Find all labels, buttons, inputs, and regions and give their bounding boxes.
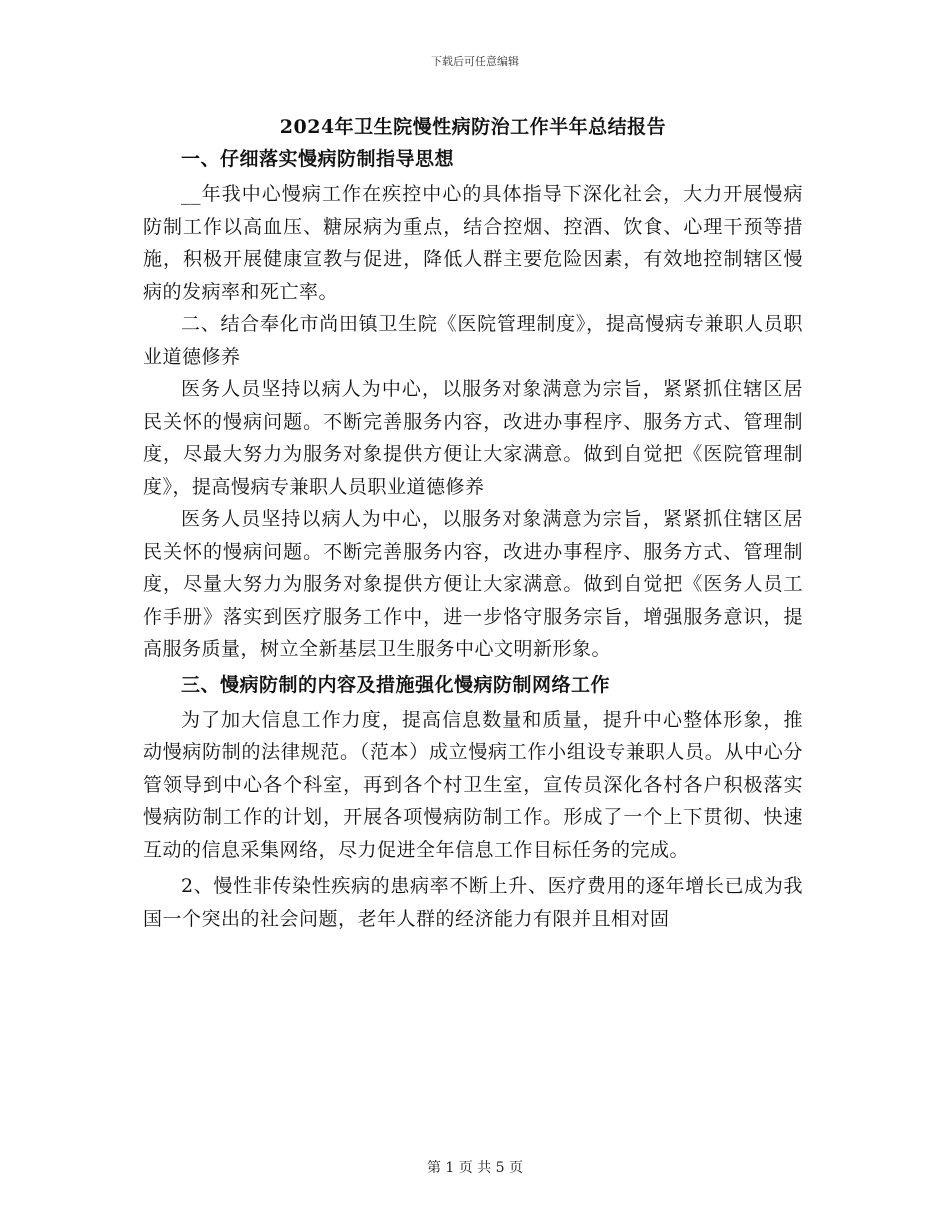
paragraph-2: 二、结合奉化市尚田镇卫生院《医院管理制度》，提高慢病专兼职人员职业道德修养 — [143, 313, 803, 368]
paragraph-5: 为了加大信息工作力度，提高信息数量和质量，提升中心整体形象，推动慢病防制的法律规范。（范本）成立慢病工作小组设专兼职人员。从中心分管领导到中心各个科室，再到各个村卫生室，宣传员深化各村各户积极落实慢病防制工作的计划，开展各项慢病防制工作。形成了一个上下贯彻、快速互动的信息采集网络，尽力促进全年信息工作目标任务的完成。 — [143, 708, 803, 861]
document-title: 2024年卫生院慢性病防治工作半年总结报告 — [279, 116, 667, 138]
paragraph-4: 医务人员坚持以病人为中心，以服务对象满意为宗旨，紧紧抓住辖区居民关怀的慢病问题。不断完善服务内容，改进办事程序、服务方式、管理制度，尽量大努力为服务对象提供方便让大家满意。做到自觉把《医务人员工作手册》落实到医疗服务工作中，进一步恪守服务宗旨，增强服务意识，提高服务质量，树立全新基层卫生服务中心文明新形象。 — [143, 508, 803, 660]
paragraph-6: 2、慢性非传染性疾病的患病率不断上升、医疗费用的逐年增长已成为我国一个突出的社会问题，老年人群的经济能力有限并且相对固 — [143, 875, 803, 930]
page-number: 第 1 页 共 5 页 — [426, 1160, 524, 1176]
paragraph-3: 医务人员坚持以病人为中心，以服务对象满意为宗旨，紧紧抓住辖区居民关怀的慢病问题。不断完善服务内容，改进办事程序、服务方式、管理制度，尽最大努力为服务对象提供方便让大家满意。做到自觉把《医院管理制度》，提高慢病专兼职人员职业道德修养 — [143, 378, 803, 498]
page-header-note: 下载后可任意编辑 — [431, 55, 519, 68]
section-heading-3: 三、慢病防制的内容及措施强化慢病防制网络工作 — [181, 673, 611, 696]
document-body — [143, 112, 803, 935]
paragraph-1: __年我中心慢病工作在疾控中心的具体指导下深化社会，大力开展慢病防制工作以高血压、糖尿病为重点，结合控烟、控酒、饮食、心理干预等措施，积极开展健康宣教与促进，降低人群主要危险因素，有效地控制辖区慢病的发病率和死亡率。 — [143, 183, 803, 303]
section-heading-1: 一、仔细落实慢病防制指导思想 — [181, 148, 455, 170]
